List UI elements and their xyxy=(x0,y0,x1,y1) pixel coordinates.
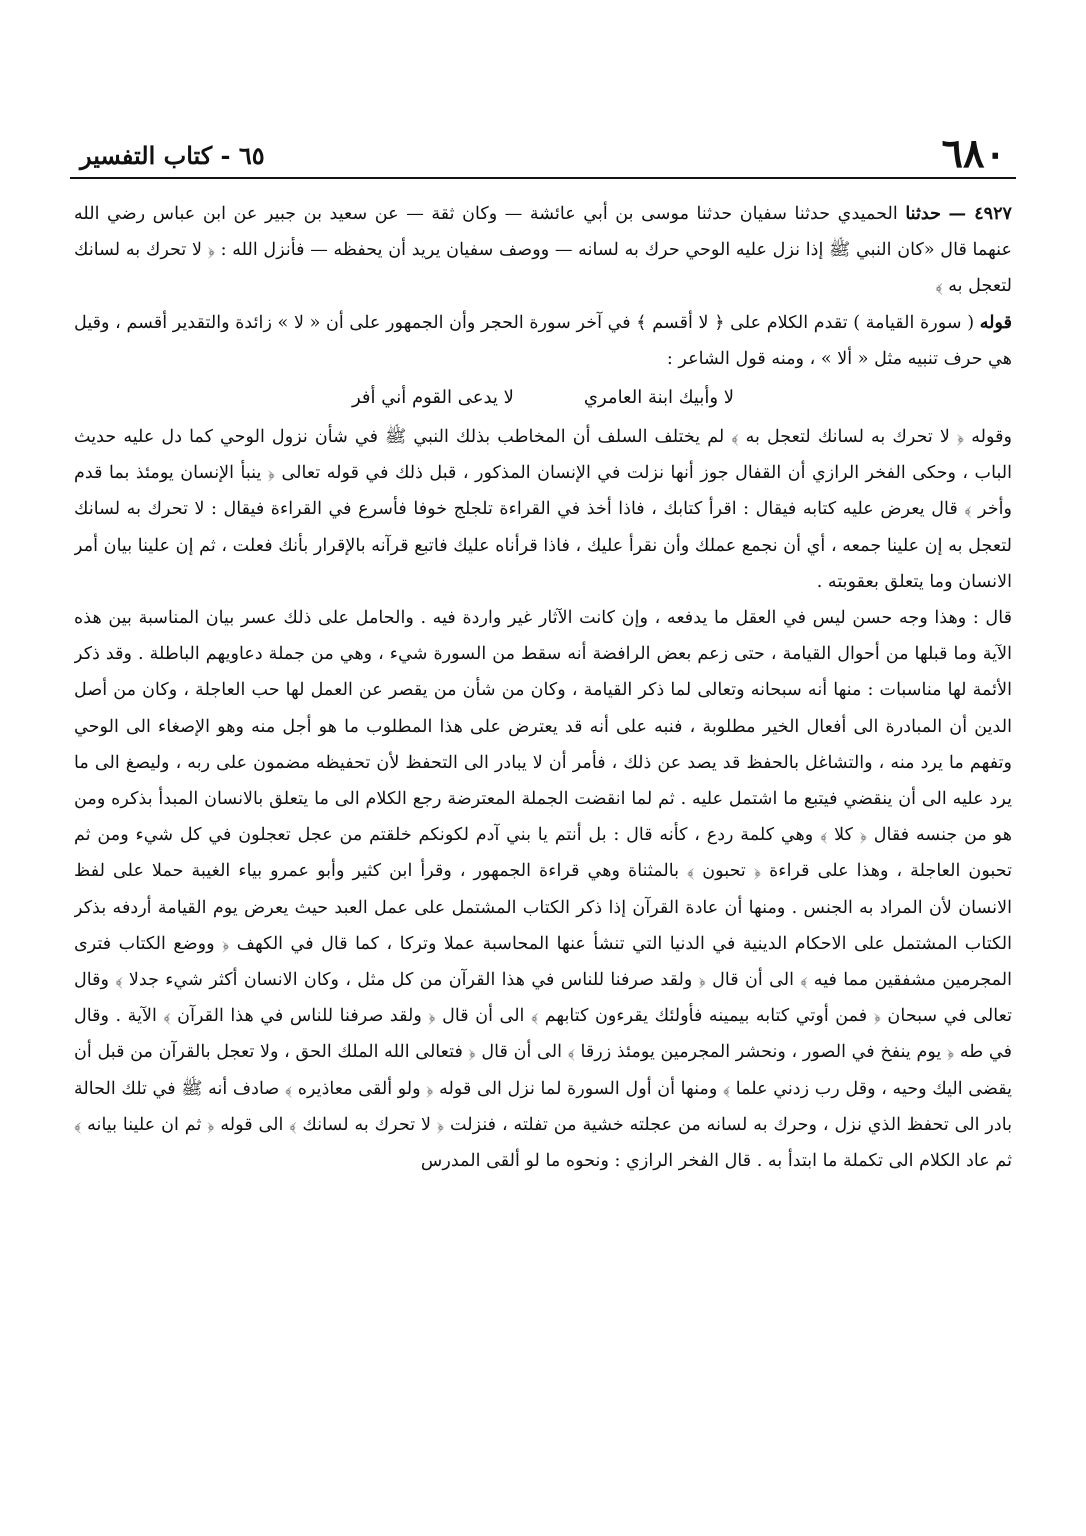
hadith-number: ٤٩٢٧ — xyxy=(948,203,1012,224)
hadith-paragraph xyxy=(74,196,1012,305)
hadith-heading: حدثنا xyxy=(905,203,941,224)
page-header xyxy=(80,118,1006,177)
header-divider xyxy=(70,177,1016,179)
commentary-paragraph-2: وقوله ﴿ لا تحرك به لسانك لتعجل به ﴾ لم يختلف السلف أن المخاطب بذلك النبي ﷺ في شأن نزول الوحي كما دل عليه حديث الباب ، وحكى الفخر الرازي أن القفال جوز أنها نزلت في الإنسان المذكور ، قبل ذلك في قوله تعالى ﴿ ينبأ الإنسان يومئذ بما قدم وأخر ﴾ قال يعرض عليه كتابه فيقال : اقرأ كتابك ، فاذا أخذ في القراءة تلجلج خوفا فأسرع في القراءة فيقال : لا تحرك به لسانك لتعجل به إن علينا جمعه ، أي أن نجمع عملك وأن نقرأ عليك ، فاذا قرأناه عليك فاتبع قرآنه بالإقرار بأنك فعلت ، ثم إن علينا بيان أمر الانسان وما يتعلق بعقوبته . xyxy=(74,427,1012,592)
verse-hemistich-2: لا يدعى القوم أني أفر xyxy=(351,387,514,409)
poetry-verse xyxy=(74,379,1012,417)
commentary-paragraph-1 xyxy=(74,305,1012,377)
commentary-paragraph-3: قال : وهذا وجه حسن ليس في العقل ما يدفعه ، وإن كانت الآثار غير واردة فيه . والحامل على ذلك عسر بيان المناسبة بين هذه الآية وما قبلها من أحوال القيامة ، حتى زعم بعض الرافضة أنه سقط من السورة شيء ، وهي من جملة دعاويهم الباطلة . وقد ذكر الأئمة لها مناسبات : منها أنه سبحانه وتعالى لما ذكر القيامة ، وكان من شأن من يقصر عن العمل لها حب العاجلة ، وكان من أصل الدين أن المبادرة الى أفعال الخير مطلوبة ، فنبه على أنه قد يعترض على هذا المطلوب ما هو أجل منه وهو الإصغاء الى الوحي وتفهم ما يرد منه ، والتشاغل بالحفظ قد يصد عن ذلك ، فأمر أن لا يبادر الى التحفظ لأن تحفيظه مضمون على ربه ، وليصغ الى ما يرد عليه الى أن ينقضي فيتبع ما اشتمل عليه . ثم لما انقضت الجملة المعترضة رجع الكلام الى ما يتعلق بالانسان المبدأ بذكره ومن هو من جنسه فقال ﴿ كلا ﴾ وهي كلمة ردع ، كأنه قال : بل أنتم يا بني آدم لكونكم خلقتم من عجل تعجلون في كل شيء ومن ثم تحبون العاجلة ، وهذا على قراءة ﴿ تحبون ﴾ بالمثناة وهي قراءة الجمهور ، وقرأ ابن كثير وأبو عمرو بياء الغيبة حملا على لفظ الانسان لأن المراد به الجنس . ومنها أن عادة القرآن إذا ذكر الكتاب المشتمل على عمل العبد حيث يعرض يوم القيامة أردفه بذكر الكتاب المشتمل على الاحكام الدينية في الدنيا التي تنشأ عنها المحاسبة عملا وتركا ، كما قال في الكهف ﴿ ووضع الكتاب فترى المجرمين مشفقين مما فيه ﴾ الى أن قال ﴿ ولقد صرفنا للناس في هذا القرآن من كل مثل ، وكان الانسان أكثر شيء جدلا ﴾ وقال تعالى في سبحان ﴿ فمن أوتي كتابه بيمينه فأولئك يقرءون كتابهم ﴾ الى أن قال ﴿ ولقد صرفنا للناس في هذا القرآن ﴾ الآية . وقال في طه ﴿ يوم ينفخ في الصور ، ونحشر المجرمين يومئذ زرقا ﴾ الى أن قال ﴿ فتعالى الله الملك الحق ، ولا تعجل بالقرآن من قبل أن يقضى اليك وحيه ، وقل رب زدني علما ﴾ ومنها أن أول السورة لما نزل الى قوله ﴿ ولو ألقى معاذيره ﴾ صادف أنه ﷺ في تلك الحالة بادر الى تحفظ الذي نزل ، وحرك به لسانه من عجلته خشية من تفلته ، فنزلت ﴿ لا تحرك به لسانك ﴾ الى قوله ﴿ ثم ان علينا بيانه ﴾ ثم عاد الكلام الى تكملة ما ابتدأ به . قال الفخر الرازي : ونحوه ما لو ألقى المدرس xyxy=(74,608,1012,1172)
commentary-lead-word: قوله xyxy=(979,311,1012,333)
page-body xyxy=(74,196,1012,1496)
hadith-text: الحميدي حدثنا سفيان حدثنا موسى بن أبي عائشة — وكان ثقة — عن سعيد بن جبير عن ابن عباس رضي الله عنهما قال «كان النبي ﷺ إذا نزل عليه الوحي حرك به لسانه — ووصف سفيان يريد أن يحفظه — فأنزل الله : ﴿ لا تحرك به لسانك لتعجل به ﴾ xyxy=(74,204,1012,297)
commentary-text-1: ( سورة القيامة ) تقدم الكلام على ﴿ لا أقسم ﴾ في آخر سورة الحجر وأن الجمهور على أن « لا » زائدة والتقدير أقسم ، وقيل هي حرف تنبيه مثل « ألا » ، ومنه قول الشاعر : xyxy=(74,312,1012,369)
verse-hemistich-1: لا وأبيك ابنة العامري xyxy=(583,387,735,409)
page-number: ٦٨٠ xyxy=(941,130,1006,177)
running-title: ٦٥ - كتاب التفسير xyxy=(80,141,265,170)
